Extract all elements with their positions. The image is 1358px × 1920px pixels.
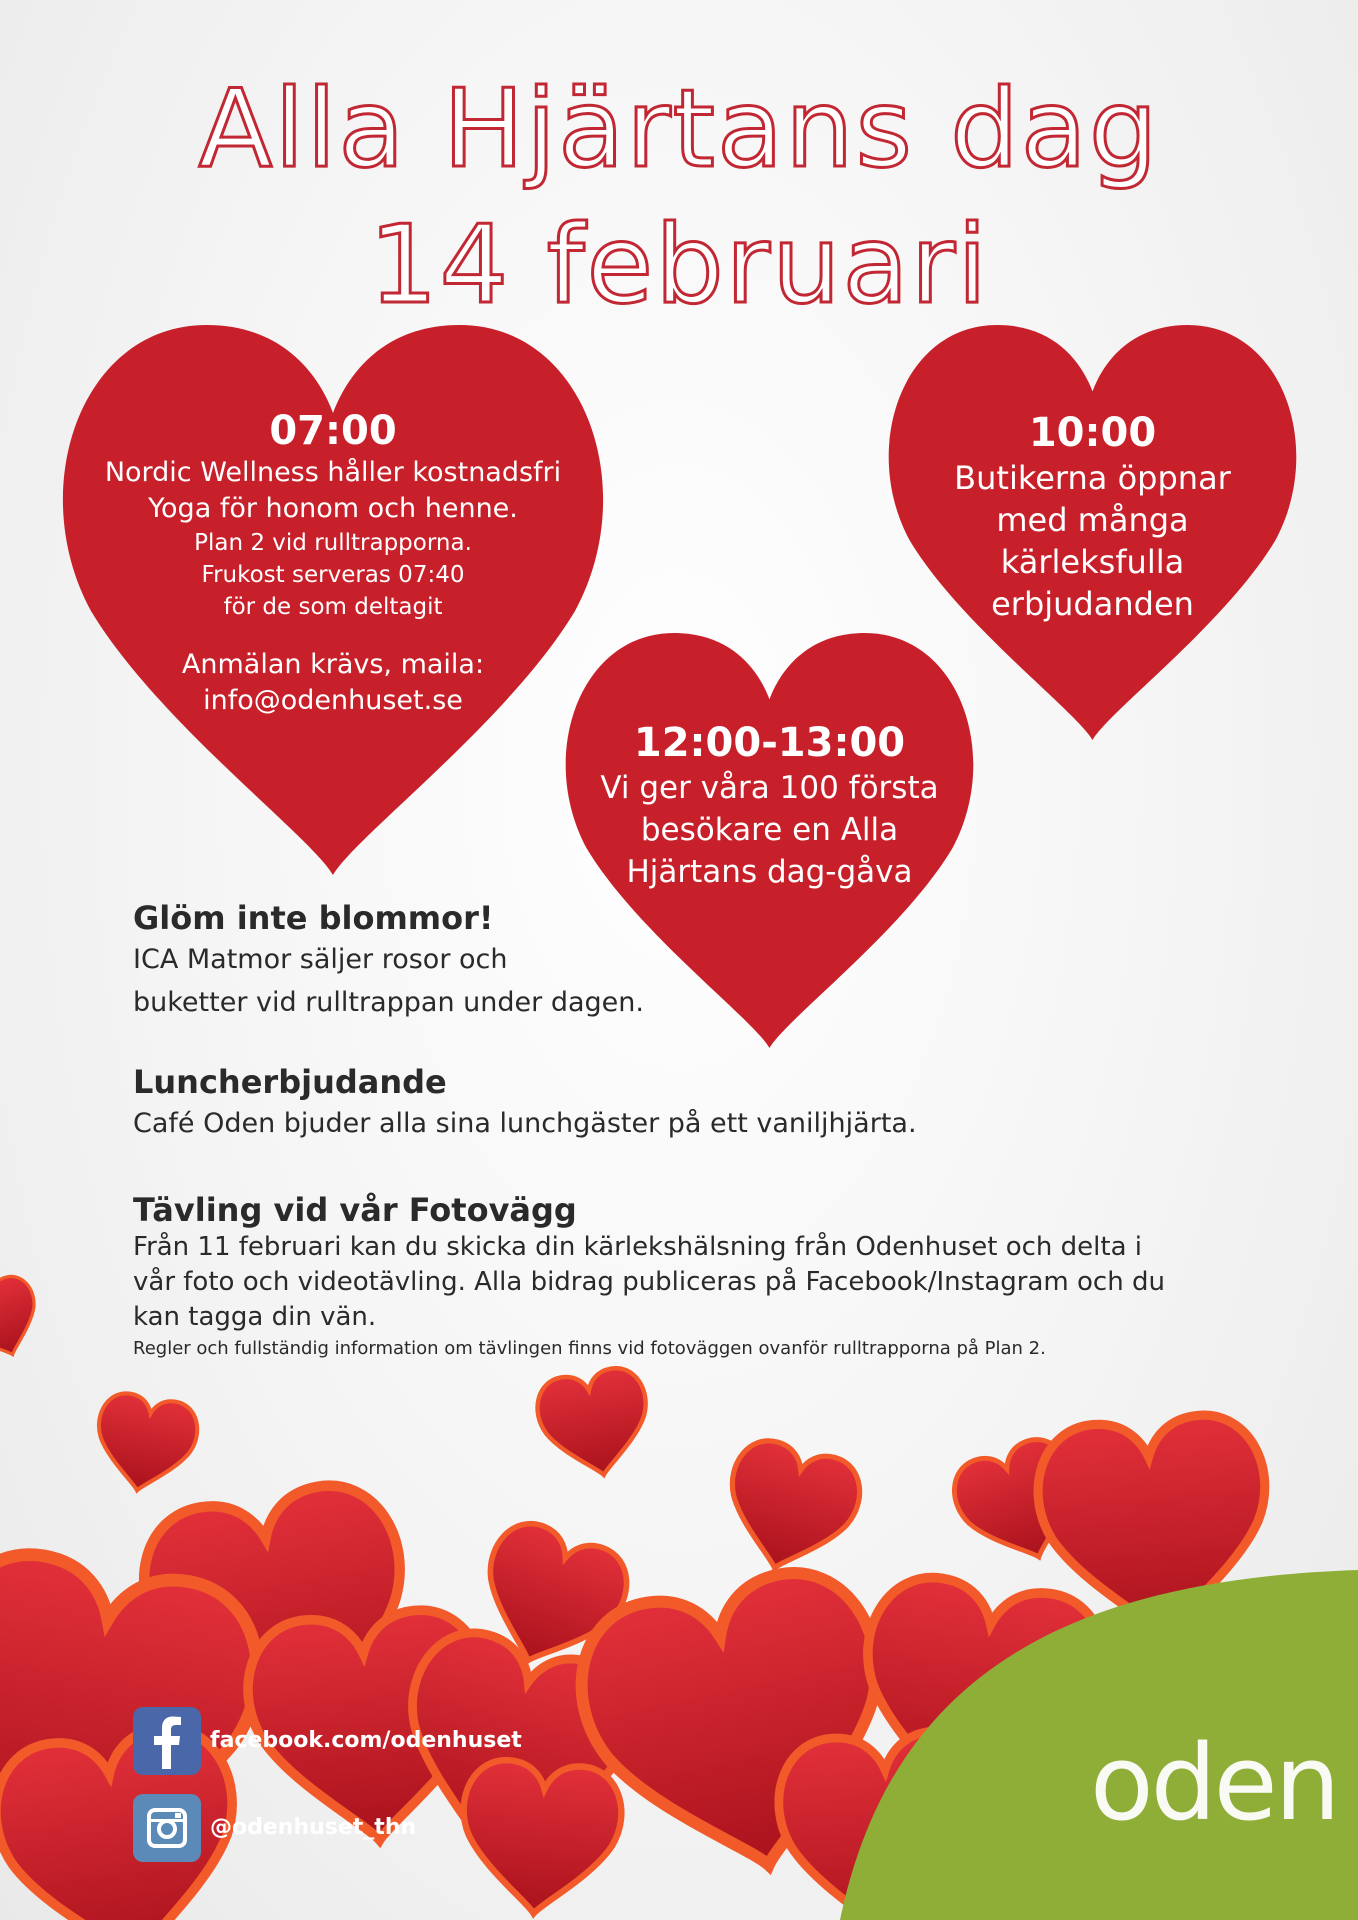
heart-icon <box>532 1364 657 1485</box>
heart-icon <box>713 1433 868 1584</box>
heart-icon <box>455 1757 625 1920</box>
instagram-icon-glyph <box>133 1794 201 1862</box>
title-line-1: Alla Hjärtans dag <box>198 67 1160 192</box>
section-line: vår foto och videotävling. Alla bidrag publiceras på Facebook/Instagram och du <box>133 1267 1165 1297</box>
heart-line: Yoga för honom och henne. <box>148 493 518 524</box>
heart-shops-text <box>895 409 1290 625</box>
heart-line: erbjudanden <box>991 585 1194 623</box>
heart-yoga <box>58 325 608 875</box>
instagram-link[interactable]: @odenhuset_thn <box>210 1815 417 1840</box>
section-line: Café Oden bjuder alla sina lunchgäster på ett vaniljhjärta. <box>133 1108 917 1139</box>
heart-line: Hjärtans dag-gåva <box>626 854 913 890</box>
heart-icon <box>0 1270 50 1368</box>
heart-time: 12:00-13:00 <box>633 720 906 766</box>
facebook-icon[interactable] <box>133 1707 201 1775</box>
section-lunch <box>133 1062 1233 1145</box>
heart-gift-text <box>562 719 977 893</box>
heart-small-line: Frukost serveras 07:40 <box>201 562 465 588</box>
section-heading: Tävling vid vår Fotovägg <box>133 1191 577 1229</box>
heart-small-line: Plan 2 vid rulltrapporna. <box>194 530 472 556</box>
heart-line: Vi ger våra 100 första <box>600 770 939 806</box>
heart-contact-line: Anmälan krävs, maila: <box>181 649 485 680</box>
section-flowers <box>133 898 773 1024</box>
section-note: Regler och fullständig information om tävlingen finns vid fotoväggen ovanför rulltrapporna på Plan 2. <box>133 1338 1046 1359</box>
facebook-icon-glyph <box>133 1707 201 1775</box>
heart-line: Nordic Wellness håller kostnadsfri <box>104 457 562 488</box>
heart-icon <box>88 1389 201 1499</box>
section-heading: Glöm inte blommor! <box>133 899 494 937</box>
heart-small-line: för de som deltagit <box>223 594 443 620</box>
heart-line: med många <box>996 501 1189 539</box>
heart-yoga-text <box>78 407 588 719</box>
oden-logo: oden <box>1090 1722 1338 1844</box>
instagram-icon[interactable] <box>133 1794 201 1862</box>
section-line: ICA Matmor säljer rosor och <box>133 944 508 975</box>
facebook-link[interactable]: facebook.com/odenhuset <box>210 1728 522 1753</box>
heart-line: Butikerna öppnar <box>954 459 1231 497</box>
heart-line: besökare en Alla <box>640 812 899 848</box>
heart-time: 07:00 <box>269 408 397 454</box>
heart-time: 10:00 <box>1028 410 1157 456</box>
title-line-2: 14 februari <box>368 203 990 328</box>
section-heading: Luncherbjudande <box>133 1063 447 1101</box>
section-line: kan tagga din vän. <box>133 1302 377 1332</box>
heart-contact-email: info@odenhuset.se <box>203 685 463 716</box>
section-line: Från 11 februari kan du skicka din kärlekshälsning från Odenhuset och delta i <box>133 1232 1142 1262</box>
section-line: buketter vid rulltrappan under dagen. <box>133 987 644 1018</box>
heart-line: kärleksfulla <box>1000 543 1185 581</box>
